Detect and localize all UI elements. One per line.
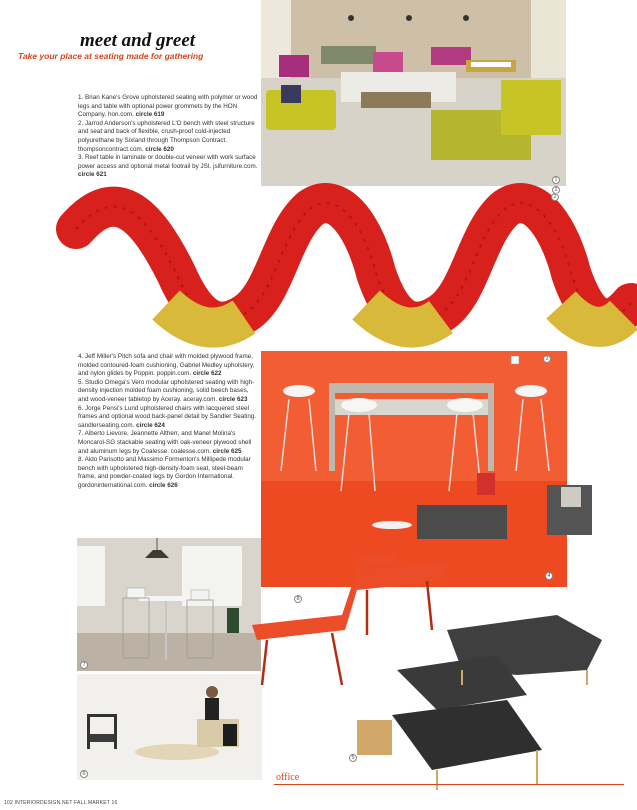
caption-item: 3. Reef table in laminate or double-cut veneer with work surface power access and optional metal footrail by JSI. jsifurniture.com. circle 621 [78, 154, 258, 179]
wave-bench-illustration [76, 193, 631, 346]
photo-cafe-stools [77, 538, 261, 671]
lobby-illustration [261, 0, 566, 186]
cafe-illustration [77, 538, 261, 671]
footer-rule [274, 784, 624, 785]
photo-lobby-seating [261, 0, 566, 193]
badge-6: 6 [80, 770, 88, 778]
caption-item: 8. Aldo Parisotto and Massimo Formenton's Millipede modular bench with upholstered high-density-foam seat, steel-beam frame, and powder-coated legs by Gordon International. gordoninternational.com. circle 626 [78, 456, 251, 489]
photo-wave-bench [76, 193, 631, 346]
badge-7: 7 [80, 661, 88, 669]
caption-item: 1. Brian Kane's Grove upholstered seating with polymer or wood legs and table with optional power grommets by the HON Company. hon.com. circle 619 [78, 94, 258, 119]
page-title: meet and greet [80, 30, 196, 51]
captions-mid [78, 353, 258, 491]
caption-item: 2. Jarrod Anderson's upholstered L'O bench with steel structure and seat and back of flexible, crush-proof cold-injected polyurethane by Sixland through Thompson Contract. thompsoncontract.com. circle 620 [78, 119, 255, 153]
badge-1: 1 [552, 176, 560, 184]
badge-8: 8 [294, 595, 302, 603]
badge-4: 4 [545, 572, 553, 580]
photo-lounge-chairs [77, 674, 262, 780]
photo-products [247, 545, 607, 800]
badge-5: 5 [349, 754, 357, 762]
captions-top [78, 94, 258, 180]
badge-2-alt: 2 [551, 193, 559, 201]
products-illustration [247, 545, 607, 800]
caption-item: 4. Jeff Miller's Pitch sofa and chair with molded plywood frame, molded contoured-foam cushioning, Gabriel Medley upholstery, and nylon glides by Poppin. poppin.com. circle 622 [78, 353, 255, 378]
footer-folio: 102 INTERIORDESIGN.NET FALL MARKET 16 [4, 800, 118, 806]
caption-item: 7. Alberto Lievore, Jeannette Altherr, and Manel Molina's Moncarol-SG stackable seating with oak-veneer plywood shell and aluminum legs by Coalesse. coalesse.com. circle 625 [78, 430, 252, 455]
badge-2: 2 [552, 186, 560, 194]
lounge-illustration [77, 674, 262, 780]
caption-item: 6. Jorge Pensi's Lund upholstered chairs with lacquered steel frames and optional wood back-panel detail by Sandler Seating. sandlerseating.com. circle 624 [78, 404, 257, 429]
footer-section: office [276, 772, 300, 783]
page-subtitle: Take your place at seating made for gathering [18, 51, 204, 61]
caption-item: 5. Studio Omega's Vero modular upholstered seating with high-density injection molded foam cushioning, solid beech bases, and wood-veneer tabletop by Aceray. aceray.com. circle 623 [78, 378, 255, 403]
badge-3: 3 [543, 355, 551, 363]
